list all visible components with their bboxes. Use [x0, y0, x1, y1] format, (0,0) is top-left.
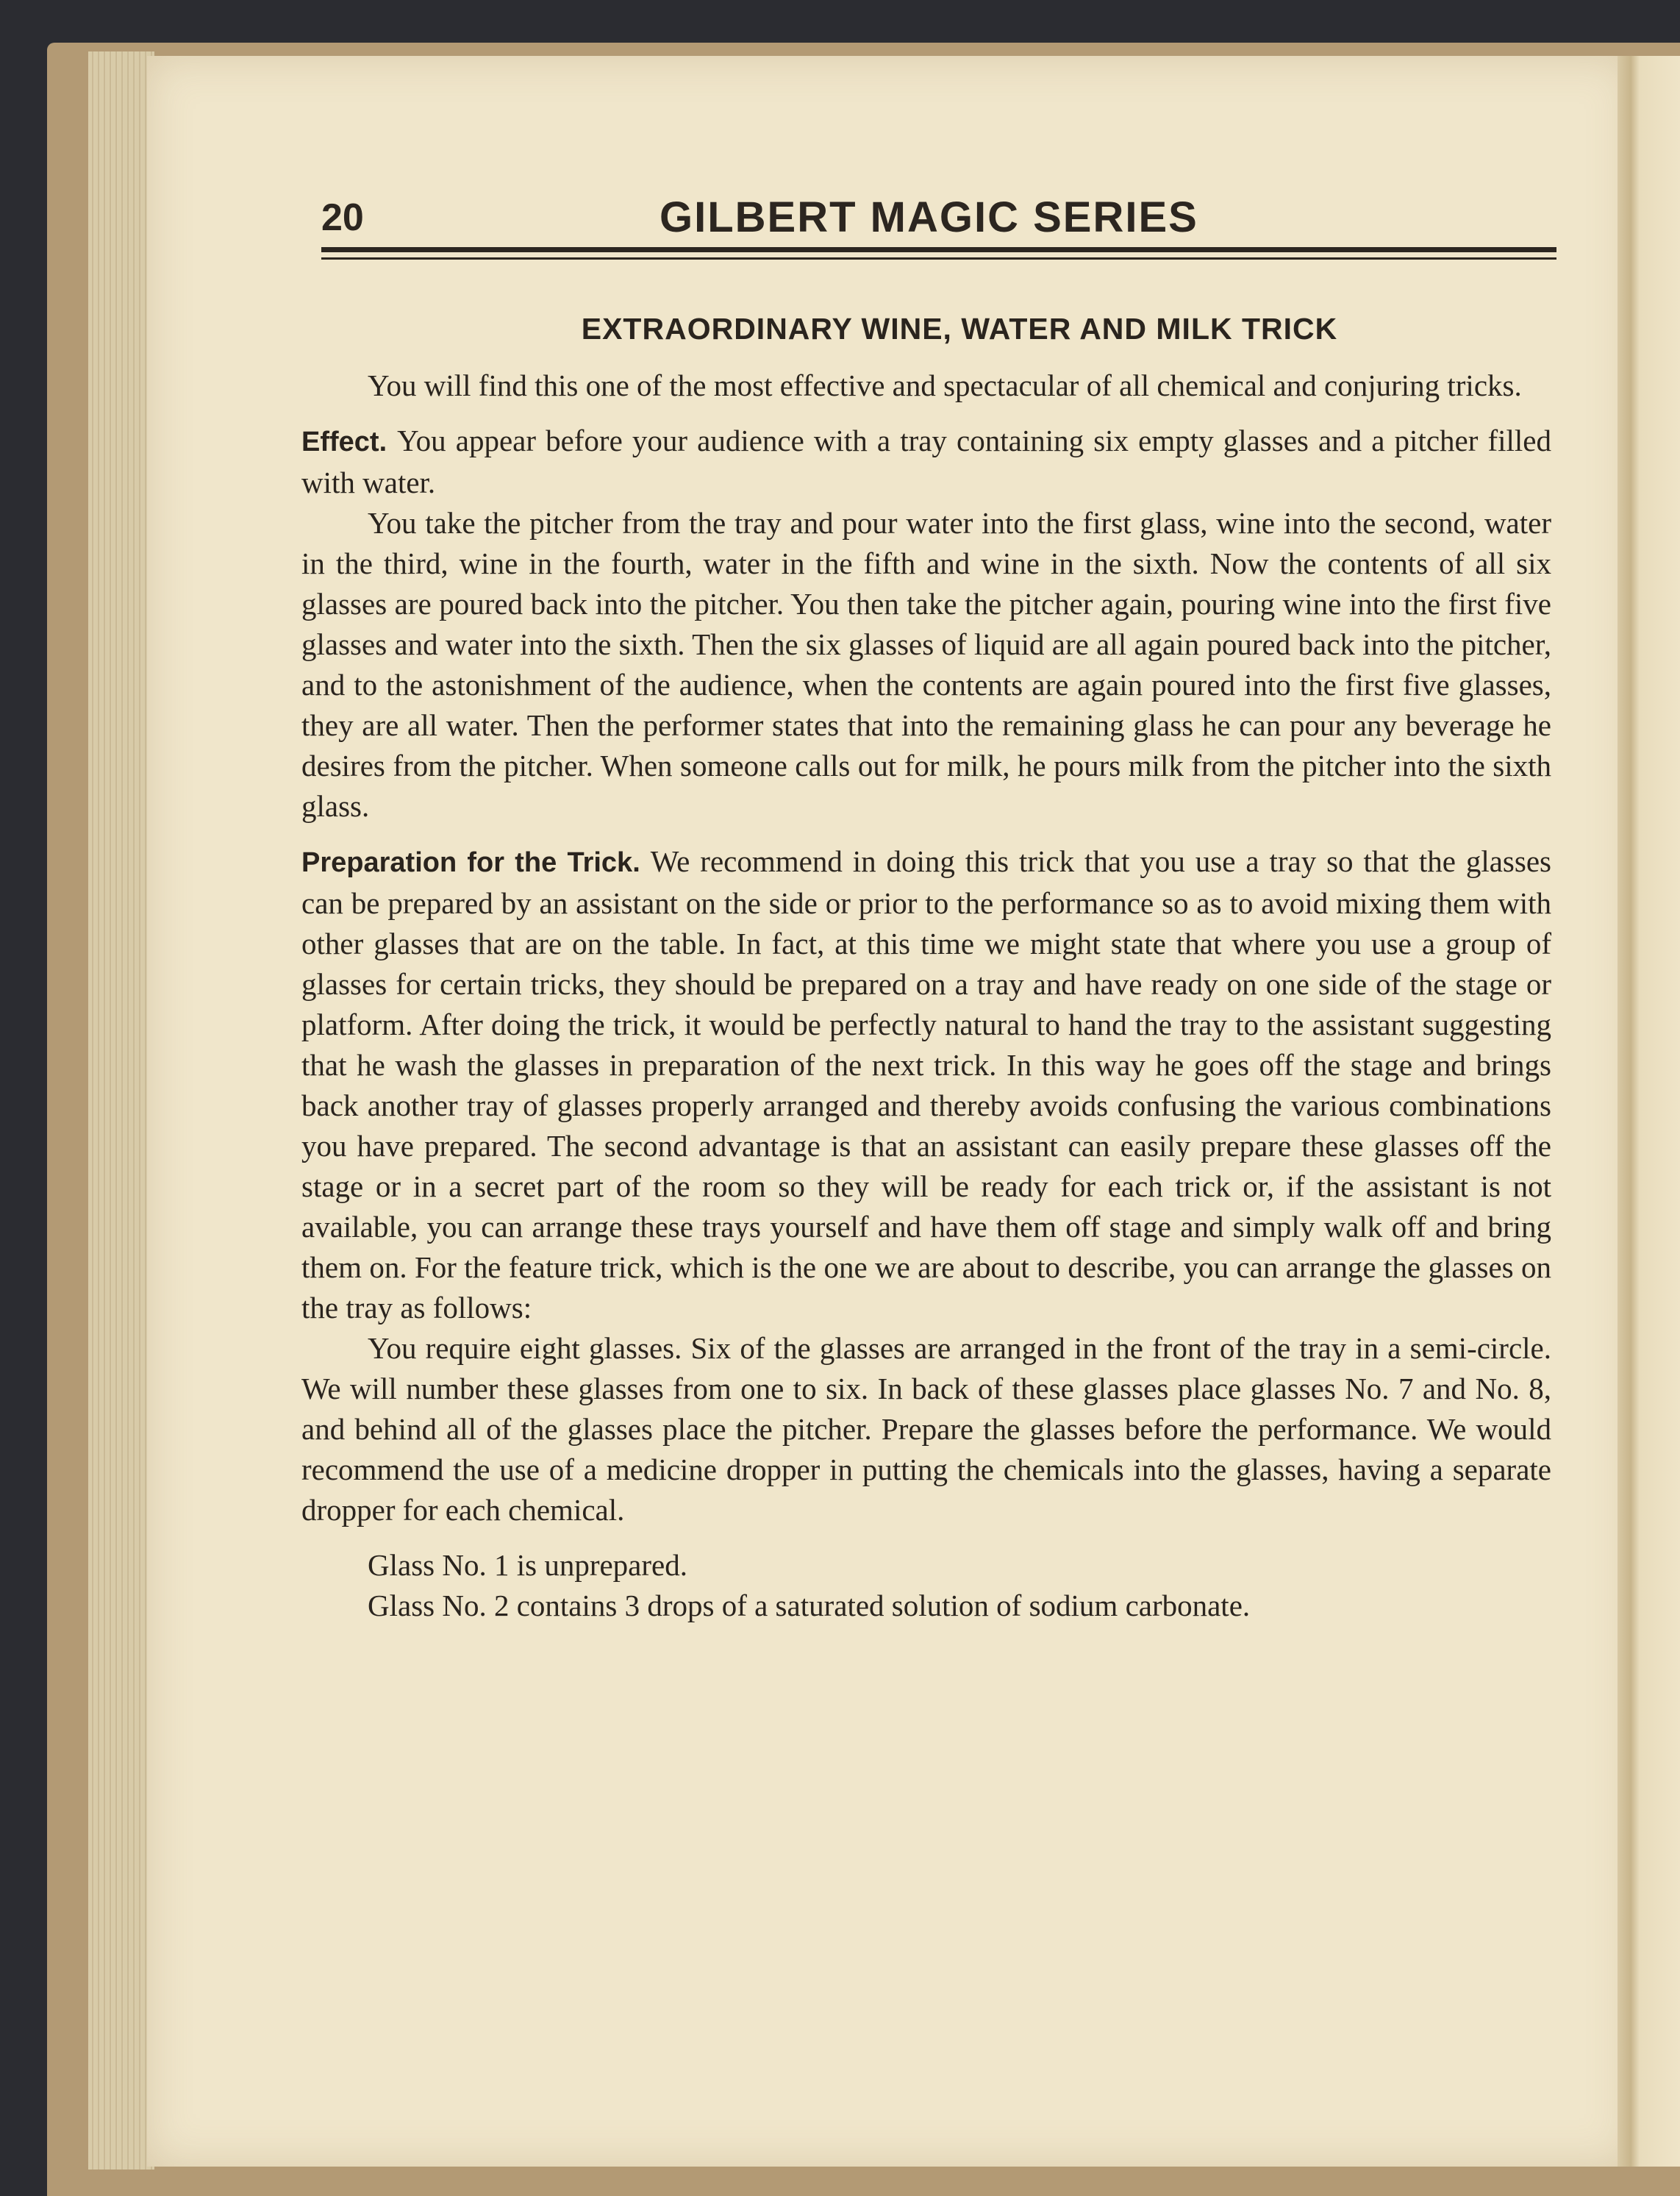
effect-paragraph	[301, 421, 1551, 503]
glass-line-1: Glass No. 1 is unprepared.	[368, 1548, 687, 1582]
preparation-text: We recommend in doing this trick that you use a tray so that the glasses can be prepared by an assistant on the side or prior to the performance so as to avoid mixing them with other glasses that are on the table. In fact, at this time we might state that where you use a group of glasses for certain tricks, they should be prepared on a tray and have ready on one side of the stage or platform. After doing the trick, it would be perfectly natural to hand the tray to the assistant suggesting that he wash the glasses in preparation of the next trick. In this way he goes off the stage and brings back another tray of glasses properly arranged and thereby avoids confusing the various combinations you have prepared. The second advantage is that an assistant can easily prepare these glasses off the stage or in a secret part of the room so they will be ready for each trick or, if the assistant is not available, you can arrange these trays yourself and have them off stage and simply walk off and bring them on. For the feature trick, which is the one we are about to describe, you can arrange the glasses on the tray as follows:	[301, 844, 1551, 1325]
intro-paragraph: You will find this one of the most effective and spectacular of all chemical and conjuring tricks.	[368, 368, 1522, 402]
section-title: EXTRAORDINARY WINE, WATER AND MILK TRICK	[581, 312, 1338, 346]
page-header	[321, 190, 1556, 241]
effect-text: You appear before your audience with a tray containing six empty glasses and a pitcher filled with water.	[301, 424, 1551, 499]
page-number: 20	[321, 196, 364, 239]
book-gutter	[1618, 56, 1680, 2167]
glass-line-2: Glass No. 2 contains 3 drops of a saturated solution of sodium carbonate.	[368, 1589, 1251, 1622]
page-edges	[88, 51, 154, 2170]
header-rule-thick	[321, 247, 1556, 252]
page-body	[301, 309, 1551, 1626]
header-rule-thin	[321, 257, 1556, 260]
running-head: GILBERT MAGIC SERIES	[660, 193, 1198, 241]
preparation-paragraph-2: You require eight glasses. Six of the glasses are arranged in the front of the tray in a semi-circle. We will number these glasses from one to six. In back of these glasses place glasses No. 7 and No. 8, and behind all of the glasses place the pitcher. Prepare the glasses before the performance. We would recommend the use of a medicine dropper in putting the chemicals into the glasses, having a separate dropper for each chemical.	[301, 1331, 1551, 1527]
effect-label: Effect.	[301, 427, 387, 457]
preparation-label: Preparation for the Trick.	[301, 847, 640, 878]
preparation-paragraph	[301, 841, 1551, 1328]
effect-paragraph-2: You take the pitcher from the tray and pour water into the first glass, wine into the second, water in the third, wine in the fourth, water in the fifth and wine in the sixth. Now the contents of all six glasses are poured back into the pitcher. You then take the pitcher again, pouring wine into the first five glasses and water into the sixth. Then the six glasses of liquid are all again poured back into the pitcher, and to the astonishment of the audience, when the contents are again poured into the first five glasses, they are all water. Then the performer states that into the remaining glass he can pour any beverage he desires from the pitcher. When someone calls out for milk, he pours milk from the pitcher into the sixth glass.	[301, 506, 1551, 823]
